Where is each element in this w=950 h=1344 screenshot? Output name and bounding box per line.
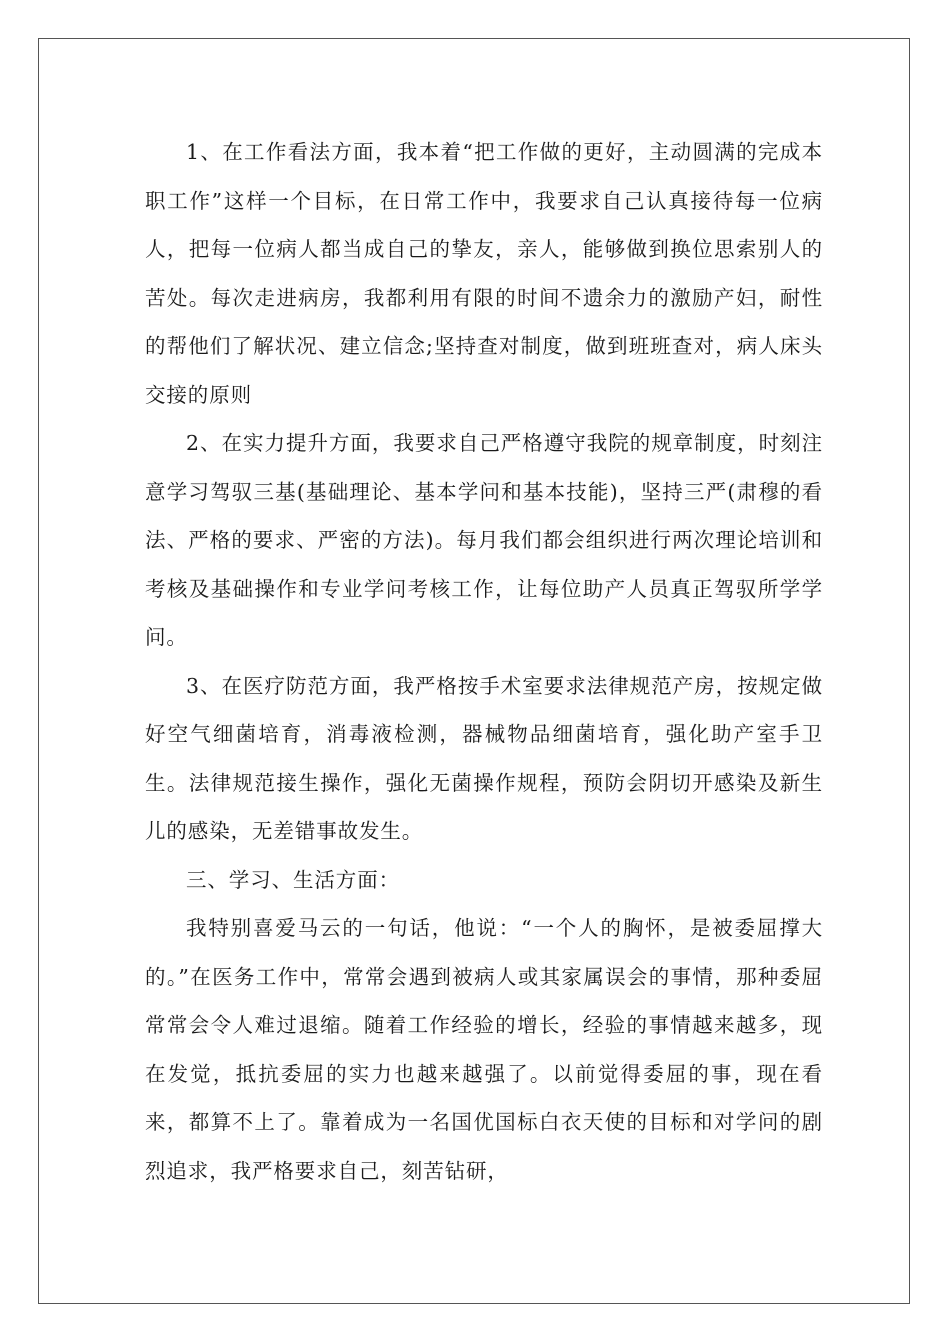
paragraph-work-attitude: 1、在工作看法方面，我本着“把工作做的更好，主动圆满的完成本职工作”这样一个目标，在日常工作中，我要求自己认真接待每一位病人，把每一位病人都当成自己的挚友，亲人，能够做到换位思索别人的苦处。每次走进病房，我都利用有限的时间不遗余力的激励产妇，耐性的帮他们了解状况、建立信念;坚持查对制度，做到班班查对，病人床头交接的原则 <box>145 140 823 407</box>
section-heading-study-life: 三、学习、生活方面： <box>186 867 400 892</box>
document-body <box>145 128 823 1195</box>
paragraph-medical-prevention: 3、在医疗防范方面，我严格按手术室要求法律规范产房，按规定做好空气细菌培育，消毒液检测，器械物品细菌培育，强化助产室手卫生。法律规范接生操作，强化无菌操作规程，预防会阴切开感染及新生儿的感染，无差错事故发生。 <box>145 673 823 843</box>
paragraph-ability-improvement: 2、在实力提升方面，我要求自己严格遵守我院的规章制度，时刻注意学习驾驭三基(基础理论、基本学问和基本技能)，坚持三严(肃穆的看法、严格的要求、严密的方法)。每月我们都会组织进行两次理论培训和考核及基础操作和专业学问考核工作，让每位助产人员真正驾驭所学学问。 <box>145 431 823 649</box>
paragraph-grievance-reflection: 我特别喜爱马云的一句话，他说：“一个人的胸怀，是被委屈撑大的。”在医务工作中，常常会遇到被病人或其家属误会的事情，那种委屈常常会令人难过退缩。随着工作经验的增长，经验的事情越来越多，现在发觉，抵抗委屈的实力也越来越强了。以前觉得委屈的事，现在看来，都算不上了。靠着成为一名国优国标白衣天使的目标和对学问的剧烈追求，我严格要求自己，刻苦钻研， <box>145 916 823 1183</box>
